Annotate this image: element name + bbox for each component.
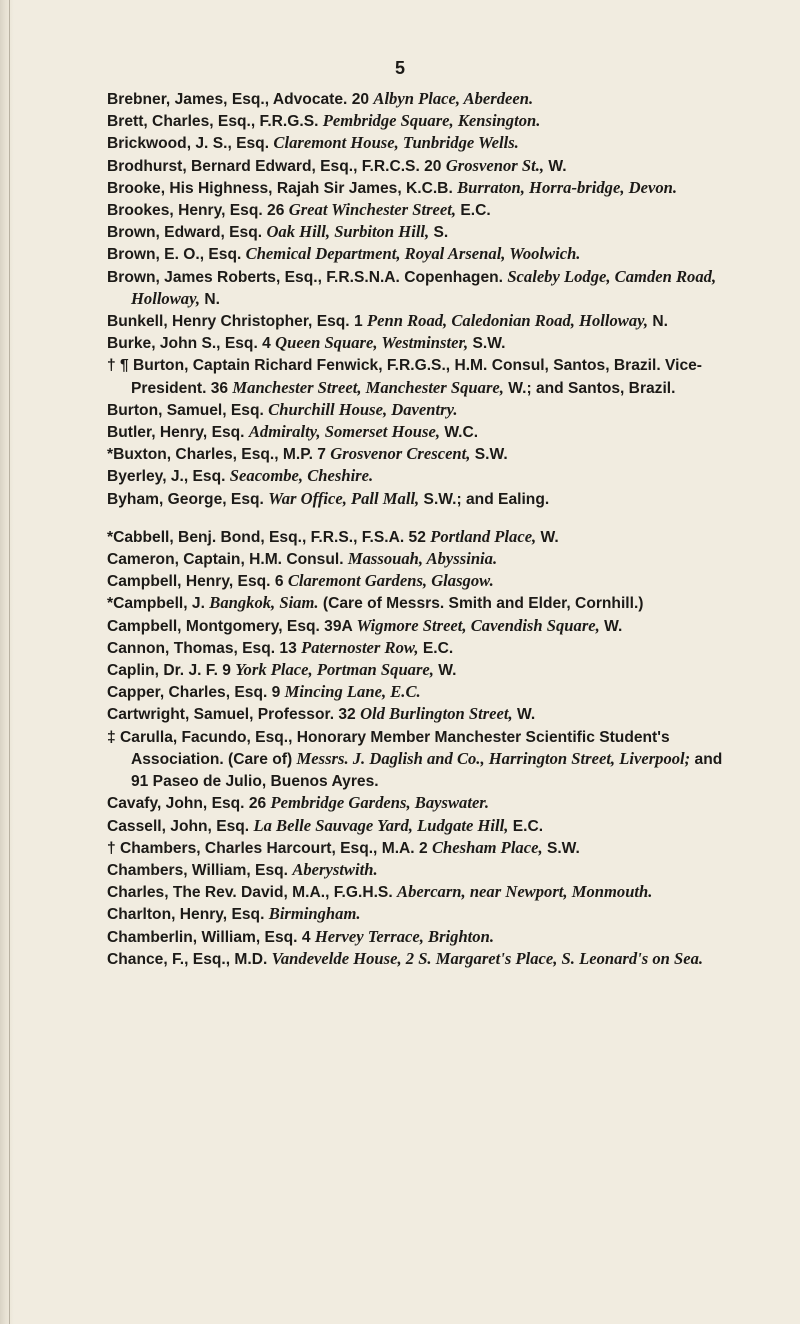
member-entry: [107, 637, 727, 659]
member-name: *Buxton, Charles, Esq., M.P. 7: [107, 446, 331, 464]
member-address: Birmingham.: [268, 904, 361, 924]
member-address: Manchester Street, Manchester Square,: [232, 377, 504, 397]
member-name: Charlton, Henry, Esq.: [107, 906, 269, 924]
member-group-c: [107, 526, 727, 970]
member-name: Cassell, John, Esq.: [107, 817, 254, 835]
member-entry: [107, 332, 727, 354]
member-entry: [107, 903, 727, 925]
member-address-suffix: W.C.: [439, 424, 479, 442]
member-name: Brickwood, J. S., Esq.: [107, 135, 274, 153]
page-gutter: [0, 0, 14, 1324]
member-entry: [107, 948, 727, 970]
member-address: York Place, Portman Square,: [235, 660, 434, 680]
member-entry: [107, 488, 727, 510]
member-address: Mincing Lane, E.C.: [284, 682, 421, 702]
member-address-suffix: N.: [199, 290, 220, 308]
member-name: Charles, The Rev. David, M.A., F.G.H.S.: [107, 884, 397, 902]
member-name: ‡ Carulla, Facundo, Esq., Honorary Member Manchester Scientific Student's Association. (Care of): [107, 728, 670, 768]
member-address-suffix: S.W.: [470, 446, 508, 464]
member-name: Brodhurst, Bernard Edward, Esq., F.R.C.S. 20: [107, 157, 446, 175]
member-entry: [107, 837, 727, 859]
member-entry: [107, 199, 727, 221]
member-address-suffix: E.C.: [418, 639, 454, 657]
member-entry: [107, 703, 727, 725]
member-address: Albyn Place, Aberdeen.: [373, 89, 534, 108]
member-name: Cartwright, Samuel, Professor. 32: [107, 706, 361, 724]
member-name: Campbell, Henry, Esq. 6: [107, 573, 288, 591]
member-address-suffix: W.; and Santos, Brazil.: [503, 379, 676, 397]
member-address: Messrs. J. Daglish and Co., Harrington Street, Liverpool;: [296, 748, 691, 768]
member-address: Hervey Terrace, Brighton.: [314, 926, 494, 946]
member-address: Scaleby Lodge, Camden Road, Holloway,: [131, 266, 717, 308]
member-name: Burke, John S., Esq. 4: [107, 335, 276, 353]
member-entry: [107, 592, 727, 614]
member-entry: [107, 177, 727, 199]
member-address: Queen Square, Westminster,: [275, 333, 469, 353]
member-name: Cameron, Captain, H.M. Consul.: [107, 551, 348, 569]
page-number: 5: [394, 58, 405, 78]
member-name: Caplin, Dr. J. F. 9: [107, 662, 236, 680]
member-name: Campbell, Montgomery, Esq. 39A: [107, 617, 357, 635]
member-name: Brebner, James, Esq., Advocate. 20: [107, 91, 374, 108]
member-address-suffix: N.: [648, 313, 668, 331]
group-divider-space: [107, 510, 727, 526]
member-address: Pembridge Gardens, Bayswater.: [270, 793, 489, 813]
member-name: Brooke, His Highness, Rajah Sir James, K.C.B.: [107, 179, 458, 197]
member-address-suffix: S.: [429, 224, 449, 242]
member-address-suffix: W.: [512, 706, 536, 724]
member-address: Churchill House, Daventry.: [268, 399, 458, 419]
member-address: Grosvenor Crescent,: [330, 444, 471, 464]
member-address: Chesham Place,: [431, 837, 543, 857]
member-address: Paternoster Row,: [301, 637, 419, 657]
member-address-suffix: W.: [536, 528, 559, 546]
member-name: *Campbell, J.: [107, 595, 210, 613]
member-address-suffix: S.W.: [542, 839, 580, 857]
member-address-suffix: S.W.: [468, 335, 506, 353]
member-entry: [107, 310, 727, 332]
member-entry: [107, 615, 727, 637]
member-entry: [107, 243, 727, 265]
member-entry: [107, 132, 727, 154]
member-address: Admiralty, Somerset House,: [248, 422, 440, 442]
member-name: Byerley, J., Esq.: [107, 468, 230, 486]
member-address-suffix: E.C.: [456, 202, 491, 220]
member-entry: [107, 526, 727, 548]
member-name: Brett, Charles, Esq., F.R.G.S.: [107, 113, 323, 131]
member-address-suffix: W.: [433, 662, 457, 680]
member-name: Byham, George, Esq.: [107, 490, 269, 508]
member-entry: [107, 881, 727, 903]
member-address: Grosvenor St.,: [445, 155, 545, 175]
member-address: Wigmore Street, Cavendish Square,: [356, 615, 600, 635]
member-address: Penn Road, Caledonian Road, Holloway,: [366, 311, 649, 331]
member-address: War Office, Pall Mall,: [268, 488, 420, 508]
member-address: Claremont House, Tunbridge Wells.: [273, 133, 519, 153]
member-name: Chambers, William, Esq.: [107, 861, 293, 879]
member-name: Brown, E. O., Esq.: [107, 246, 246, 264]
member-name: Brown, James Roberts, Esq., F.R.S.N.A. Copenhagen.: [107, 268, 508, 286]
member-name: Chance, F., Esq., M.D.: [107, 950, 272, 968]
member-address: Claremont Gardens, Glasgow.: [287, 571, 494, 591]
member-name: Butler, Henry, Esq.: [107, 424, 249, 442]
member-entry: [107, 859, 727, 881]
member-name: *Cabbell, Benj. Bond, Esq., F.R.S., F.S.A. 52: [107, 528, 431, 546]
member-entry: [107, 221, 727, 243]
member-address: La Belle Sauvage Yard, Ludgate Hill,: [253, 815, 509, 835]
member-address: Old Burlington Street,: [360, 704, 513, 724]
member-entry: [107, 926, 727, 948]
member-address: Portland Place,: [430, 526, 537, 546]
member-name: Burton, Samuel, Esq.: [107, 401, 269, 419]
member-address: Aberystwith.: [292, 859, 378, 879]
member-entry: [107, 659, 727, 681]
member-address: Bangkok, Siam.: [209, 593, 319, 613]
member-address-suffix: E.C.: [508, 817, 544, 835]
member-entry: [107, 792, 727, 814]
member-address: Pembridge Square, Kensington.: [322, 111, 541, 131]
member-address-suffix: (Care of Messrs. Smith and Elder, Cornhill.): [318, 595, 644, 613]
member-address-suffix: S.W.; and Ealing.: [419, 490, 550, 508]
member-entry: [107, 681, 727, 703]
member-list: [107, 88, 727, 970]
member-entry: [107, 266, 727, 310]
member-address-suffix: W.: [544, 157, 567, 175]
member-address: Massouah, Abyssinia.: [347, 549, 498, 569]
member-address: Chemical Department, Royal Arsenal, Woolwich.: [245, 244, 581, 264]
member-entry: [107, 399, 727, 421]
member-entry: [107, 726, 727, 793]
member-address: Oak Hill, Surbiton Hill,: [266, 222, 430, 242]
member-entry: [107, 548, 727, 570]
member-entry: [107, 88, 727, 110]
member-address-suffix: W.: [599, 617, 623, 635]
gutter-rule: [9, 0, 10, 1324]
member-address: Vandevelde House, 2 S. Margaret's Place, S. Leonard's on Sea.: [271, 948, 704, 968]
member-name: Chamberlin, William, Esq. 4: [107, 928, 315, 946]
member-group-b: [107, 88, 727, 510]
member-name: Brookes, Henry, Esq. 26: [107, 202, 289, 220]
member-address: Burraton, Horra-bridge, Devon.: [457, 177, 678, 197]
member-entry: [107, 354, 727, 398]
member-name: † Chambers, Charles Harcourt, Esq., M.A. 2: [107, 839, 432, 857]
member-entry: [107, 465, 727, 487]
member-entry: [107, 421, 727, 443]
member-entry: [107, 815, 727, 837]
member-name: Cavafy, John, Esq. 26: [107, 795, 271, 813]
member-entry: [107, 443, 727, 465]
member-address-suffix: and 91 Paseo de Julio, Buenos Ayres.: [131, 750, 723, 791]
member-name: Brown, Edward, Esq.: [107, 224, 267, 242]
member-entry: [107, 110, 727, 132]
member-entry: [107, 155, 727, 177]
member-name: Cannon, Thomas, Esq. 13: [107, 639, 302, 657]
member-name: Bunkell, Henry Christopher, Esq. 1: [107, 313, 367, 331]
member-name: † ¶ Burton, Captain Richard Fenwick, F.R.G.S., H.M. Consul, Santos, Brazil. Vice-President. 36: [107, 357, 702, 397]
member-address: Abercarn, near Newport, Monmouth.: [397, 882, 653, 902]
member-entry: [107, 570, 727, 592]
member-address: Great Winchester Street,: [288, 200, 457, 220]
member-address: Seacombe, Cheshire.: [229, 466, 374, 486]
member-name: Capper, Charles, Esq. 9: [107, 684, 285, 702]
